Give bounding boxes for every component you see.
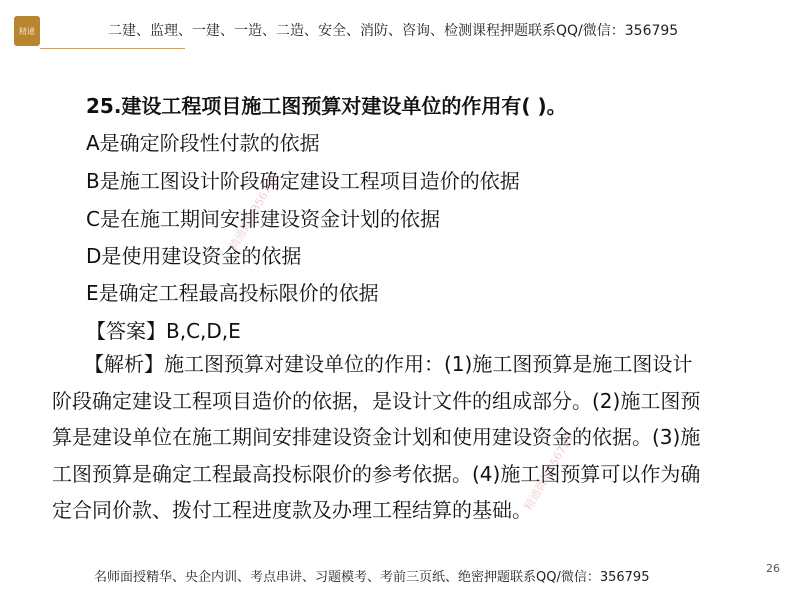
watermark-text: 精通微信356795 xyxy=(521,431,576,513)
analysis-line: 【解析】施工图预算对建设单位的作用：(1)施工图预算是施工图设计 xyxy=(84,352,693,376)
analysis-line: 算是建设单位在施工期间安排建设资金计划和使用建设资金的依据。(3)施 xyxy=(52,425,701,449)
analysis-line: 定合同价款、拨付工程进度款及办理工程结算的基础。 xyxy=(52,498,532,522)
answer-text: 【答案】B,C,D,E xyxy=(86,319,241,343)
question-title: 25.建设工程项目施工图预算对建设单位的作用有( )。 xyxy=(86,94,567,118)
footer-promo-text: 名师面授精华、央企内训、考点串讲、习题模考、考前三页纸、绝密押题联系QQ/微信：356795 xyxy=(94,570,650,585)
brand-logo xyxy=(14,16,40,46)
brand-logo-text: 精通 xyxy=(19,26,35,36)
header-promo-text: 二建、监理、一建、一造、二造、安全、消防、咨询、检测课程押题联系QQ/微信：356795 xyxy=(108,23,679,39)
option-d: D是使用建设资金的依据 xyxy=(86,244,302,268)
header-divider xyxy=(40,48,185,49)
option-c: C是在施工期间安排建设资金计划的依据 xyxy=(86,207,440,231)
analysis-line: 工图预算是确定工程最高投标限价的参考依据。(4)施工图预算可以作为确 xyxy=(52,461,701,486)
watermark-text: 精通微信356795 xyxy=(226,171,281,253)
option-a: A是确定阶段性付款的依据 xyxy=(86,131,320,155)
analysis-line: 阶段确定建设工程项目造价的依据，是设计文件的组成部分。(2)施工图预 xyxy=(52,388,701,413)
page-number: 26 xyxy=(766,562,780,575)
option-e: E是确定工程最高投标限价的依据 xyxy=(86,281,379,305)
analysis-block xyxy=(52,346,752,529)
option-b: B是施工图设计阶段确定建设工程项目造价的依据 xyxy=(86,169,520,193)
